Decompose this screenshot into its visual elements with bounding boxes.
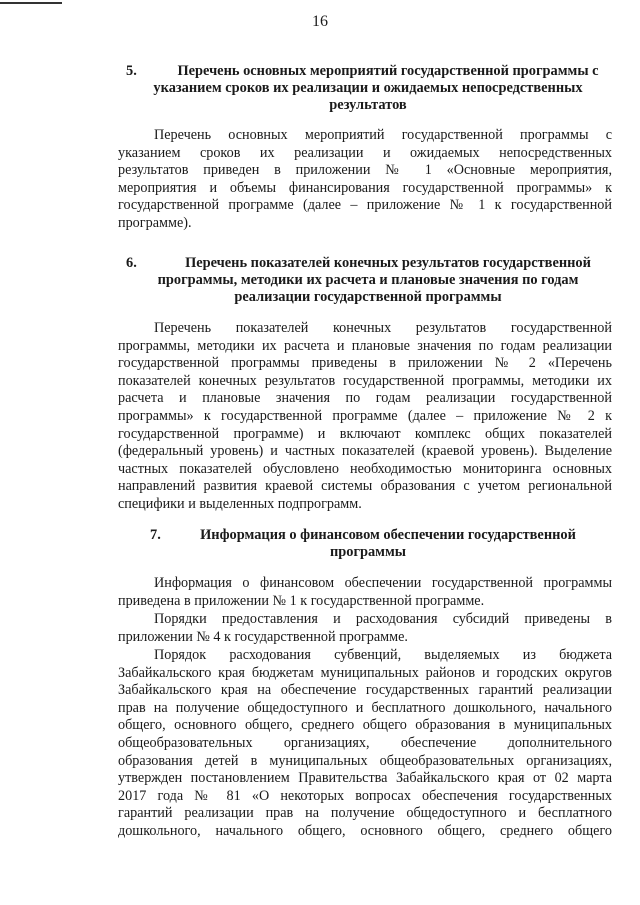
paragraph-line: образования детей в муниципальных общеобразовательных организациях, [118,752,612,769]
section-7-paragraph-3 [118,647,612,841]
paragraph-line: государственной программе) и включают комплекс общих показателей [118,425,612,442]
section-7-paragraph-2 [118,611,612,646]
section-5-title-line-2: указанием сроков их реализации и ожидаемых непосредственных [153,80,583,96]
paragraph-line: программе). [118,214,192,231]
paragraph-line: программы» к государственной программе (далее – приложение № 2 к [118,407,612,424]
paragraph-line: указанием сроков их реализации и ожидаемых непосредственных [118,144,612,161]
paragraph-line: Забайкальского края бюджетам муниципальных районов и городских округов [118,664,612,681]
paragraph-line: приложении № 4 к государственной программе. [118,628,408,645]
section-5-number: 5. [126,63,137,79]
section-7-title-line-1: Информация о финансовом обеспечении государственной [200,527,576,543]
paragraph-line: Забайкальского края на обеспечение государственных гарантий реализации [118,682,612,699]
paragraph-line: государственной программе (далее – приложение № 1 к государственной [118,197,612,214]
paragraph-line: показателей конечных результатов государственной программы, методики их [118,372,612,389]
paragraph-line: Порядок расходования субвенций, выделяемых из бюджета [154,647,612,663]
paragraph-line: Перечень показателей конечных результатов государственной [154,320,612,336]
paragraph-line: Перечень основных мероприятий государственной программы с [154,127,612,143]
paragraph-line: частных показателей обусловлено необходимостью мониторинга основных [118,460,612,477]
section-7-paragraph-1 [118,575,612,610]
paragraph-line: расчета и плановые значения по годам реализации государственной [118,390,612,407]
section-6-title-line-2: программы, методики их расчета и плановые значения по годам [157,272,579,288]
section-5-title-line-3: результатов [329,97,407,113]
top-rule-line [0,2,62,4]
section-6-number: 6. [126,255,137,271]
section-7-number: 7. [150,527,161,543]
section-6-title-line-3: реализации государственной программы [234,289,502,305]
paragraph-line: результатов приведен в приложении № 1 «Основные мероприятия, [118,162,612,179]
section-5-heading [126,63,610,114]
paragraph-line: Порядки предоставления и расходования субсидий приведены в [154,611,612,627]
paragraph-line: специфики и выделенных подпрограмм. [118,495,362,512]
paragraph-line: общеобразовательных организациях, обеспечение дополнительного [118,734,612,751]
paragraph-line: общего, основного общего, среднего общего образования в муниципальных [118,717,612,734]
section-6-heading [126,255,610,306]
paragraph-line: приведена в приложении № 1 к государственной программе. [118,592,485,609]
paragraph-line: гарантий реализации прав на получение общедоступного и бесплатного [118,805,612,822]
paragraph-line: Информация о финансовом обеспечении государственной программы [154,575,612,591]
paragraph-line: (федеральный уровень) и частных показателей (краевой уровень). Выделение [118,443,612,460]
section-5-paragraph [118,127,612,233]
paragraph-line: государственной программы приведены в приложении № 2 «Перечень [118,355,612,372]
paragraph-line: 2017 года № 81 «О некоторых вопросах обеспечения государственных [118,787,612,804]
paragraph-line: программы, методики их расчета и плановые значения по годам реализации [118,337,612,354]
paragraph-line: дошкольного, начального общего, основного общего, среднего общего [118,822,612,839]
section-5-title-line-1: Перечень основных мероприятий государственной программы с [177,63,599,79]
paragraph-line: направлений развития краевой системы образования с учетом региональной [118,478,612,495]
paragraph-line: прав на получение общедоступного и бесплатного дошкольного, начального [118,699,612,716]
section-6-title-line-1: Перечень показателей конечных результатов государственной [185,255,591,271]
paragraph-line: утвержден постановлением Правительства Забайкальского края от 02 марта [118,770,612,787]
page-number: 16 [312,13,328,30]
section-6-paragraph [118,320,612,514]
section-7-title-line-2: программы [329,544,407,560]
paragraph-line: мероприятия и объемы финансирования государственной программы» к [118,179,612,196]
section-7-heading [150,527,586,561]
